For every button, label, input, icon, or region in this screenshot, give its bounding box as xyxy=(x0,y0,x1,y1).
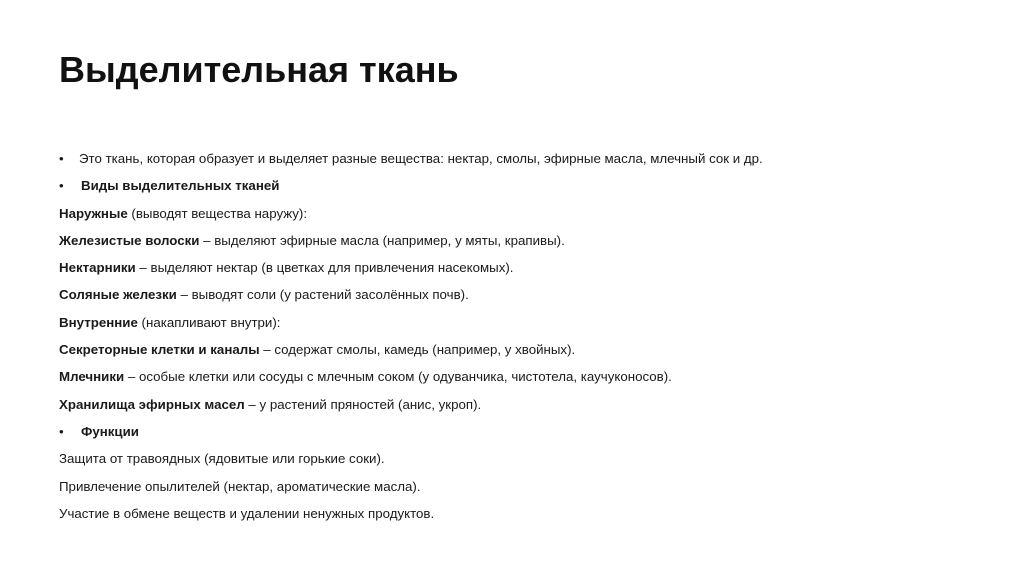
functions-heading: Функции xyxy=(81,423,139,439)
external-desc: (выводят вещества наружу): xyxy=(127,205,308,221)
external-heading xyxy=(59,200,999,227)
internal-item xyxy=(59,391,999,418)
function-item: Привлечение опылителей (нектар, ароматические масла). xyxy=(59,478,421,494)
slide-title: Выделительная ткань xyxy=(59,49,459,90)
external-item-desc: – выделяют нектар (в цветках для привлечения насекомых). xyxy=(135,260,514,276)
internal-item-desc: – особые клетки или сосуды с млечным соком (у одуванчика, чистотела, каучуконосов). xyxy=(124,369,672,385)
bullet-icon: • xyxy=(59,151,64,166)
function-item: Участие в обмене веществ и удалении ненужных продуктов. xyxy=(59,505,435,521)
internal-item-desc: – у растений пряностей (анис, укроп). xyxy=(244,396,482,412)
external-item xyxy=(59,281,999,308)
types-heading: Виды выделительных тканей xyxy=(81,178,280,194)
intro-bullet xyxy=(59,145,999,172)
external-item xyxy=(59,227,999,254)
internal-item-term: Млечники xyxy=(59,369,125,385)
external-item xyxy=(59,254,999,281)
internal-term: Внутренние xyxy=(59,314,138,330)
bullet-icon: • xyxy=(59,178,64,194)
internal-heading xyxy=(59,309,999,336)
external-item-term: Соляные железки xyxy=(59,287,177,303)
internal-item xyxy=(59,336,999,363)
external-item-desc: – выводят соли (у растений засолённых почв). xyxy=(176,287,469,303)
internal-item-term: Секреторные клетки и каналы xyxy=(59,342,260,358)
external-item-term: Нектарники xyxy=(59,260,136,276)
internal-desc: (накапливают внутри): xyxy=(137,314,281,330)
internal-item-desc: – содержат смолы, камедь (например, у хвойных). xyxy=(259,342,576,358)
external-item-term: Железистые волоски xyxy=(59,232,200,248)
external-term: Наружные xyxy=(59,205,128,221)
internal-item xyxy=(59,363,999,390)
types-heading-bullet xyxy=(59,172,999,199)
slide-content xyxy=(59,145,999,527)
function-item: Защита от травоядных (ядовитые или горькие соки). xyxy=(59,451,385,467)
intro-text: Это ткань, которая образует и выделяет разные вещества: нектар, смолы, эфирные масла, млечный сок и др. xyxy=(79,151,763,166)
external-item-desc: – выделяют эфирные масла (например, у мяты, крапивы). xyxy=(199,232,565,248)
internal-item-term: Хранилища эфирных масел xyxy=(59,396,245,412)
functions-heading-bullet xyxy=(59,418,999,445)
bullet-icon: • xyxy=(59,423,64,439)
